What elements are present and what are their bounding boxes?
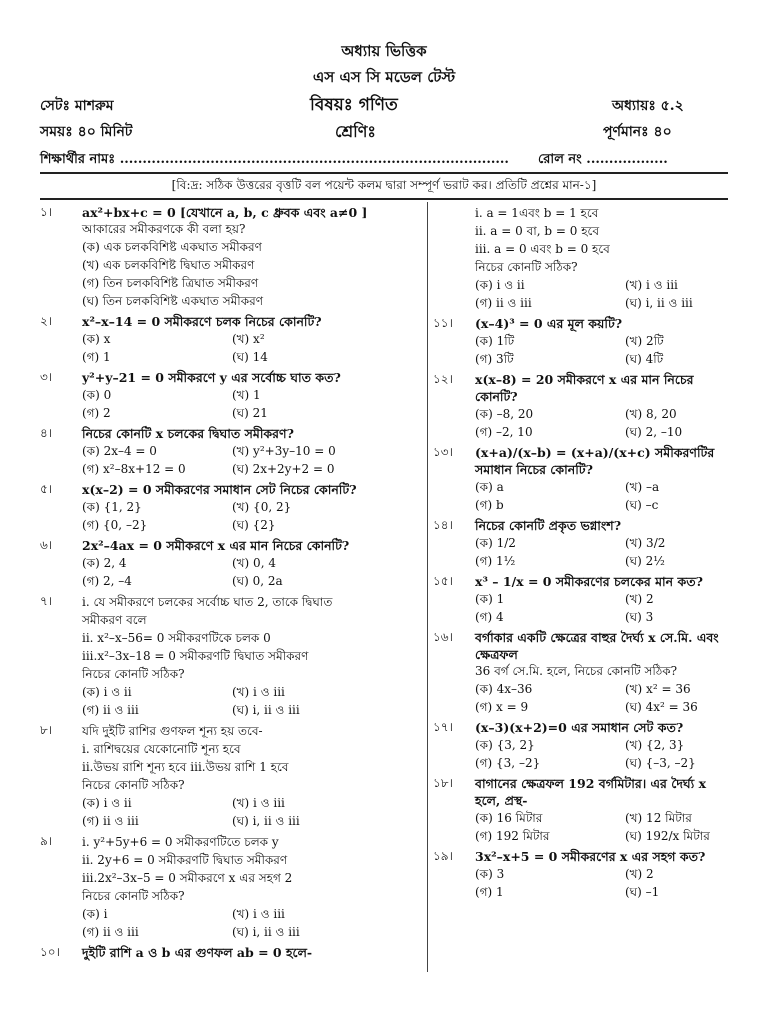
answer-option: (ঘ) 0, 2a [232,574,283,588]
question-stem: নিচের কোনটি x চলকের দ্বিঘাত সমীকরণ? [82,426,294,441]
answer-option: (ক) x [82,332,111,346]
answer-option: (ক) 16 মিটার [475,811,543,825]
answer-option: (ক) i [82,907,108,921]
question-body [82,593,422,719]
answer-option: (খ) i ও iii [232,685,285,699]
top-rule [40,172,728,174]
answer-option: (ঘ) 14 [232,350,268,364]
answer-option: (ঘ) 2x+2y+2 = 0 [232,462,335,476]
answer-option: (ক) 2, 4 [82,556,127,570]
statement-line: নিচের কোনটি সঠিক? [82,667,185,681]
question-body [475,517,733,570]
question-stem: (x–3)(x+2)=0 এর সমাধান সেট কত? [475,720,684,735]
question-body [475,204,733,312]
question-item [40,369,422,422]
answer-option: (গ) x²–8x+12 = 0 [82,462,186,476]
statement-line: নিচের কোনটি সঠিক? [475,260,578,274]
answer-option: (ঘ) i, ii ও iii [625,296,693,310]
question-stem: দুইটি রাশি a ও b এর গুণফল ab = 0 হলে- [82,945,313,960]
statement-line: i. রাশিদ্বয়ের যেকোনোটি শূন্য হবে [82,742,241,756]
answer-option: (খ) i ও iii [232,907,285,921]
answer-option: (ক) 1টি [475,334,515,348]
header-line-2: এস এস সি মডেল টেস্ট [312,68,456,86]
question-item [40,537,422,590]
question-item [40,593,422,719]
answer-option: (ক) i ও ii [82,685,132,699]
question-item [433,204,733,312]
statement-line: ii.উভয় রাশি শূন্য হবে iii.উভয় রাশি 1 হবে [82,760,289,774]
question-body [82,481,422,534]
question-stem: x(x–8) = 20 সমীকরণে x এর মান নিচের কোনটি? [475,372,694,404]
answer-option: (ক) 4x–36 [475,682,533,696]
answer-option: (ঘ) 2, –10 [625,425,683,439]
answer-option: (গ) 4 [475,610,504,624]
full-marks-label: পূর্ণমানঃ ৪০ [603,124,672,140]
statement-line: iii. a = 0 এবং b = 0 হবে [475,242,610,256]
statement-line: ii. x²–x–56= 0 সমীকরণটিকে চলক 0 [82,631,271,645]
answer-option: (ঘ) i, ii ও iii [232,814,300,828]
answer-option: (খ) {2, 3} [625,738,685,752]
answer-options [475,478,733,514]
statement-line: যদি দুইটি রাশির গুণফল শূন্য হয় তবে- [82,724,263,738]
answer-option: (খ) i ও iii [625,278,678,292]
right-column [433,204,733,904]
question-item [433,629,733,716]
set-label: সেটঃ মাশরুম [40,98,114,114]
question-number: ১৩। [433,445,453,459]
answer-option: (গ) b [475,498,504,512]
answer-option: (খ) y²+3y–10 = 0 [232,444,336,458]
answer-option: (খ) 2 [625,592,654,606]
answer-option: (গ) 3টি [475,352,514,366]
statement-line: i. a = 1এবং b = 1 হবে [475,206,599,220]
answer-option: (ক) a [475,480,504,494]
answer-option: (গ) {3, –2} [475,756,541,770]
question-number: ৫। [40,482,53,496]
answer-option: (গ) ii ও iii [475,296,532,310]
answer-option: (ঘ) 192/x মিটার [625,829,710,843]
answer-option: (ক) i ও ii [475,278,525,292]
answer-option: (ঘ) –c [625,498,659,512]
answer-option: (খ) 2টি [625,334,664,348]
question-body [82,722,422,830]
question-item [40,481,422,534]
question-number: ৬। [40,538,53,552]
subject-label: বিষয়ঃ গণিত [310,95,398,115]
statement-line: (খ) এক চলকবিশিষ্ট দ্বিঘাত সমীকরণ [82,258,255,272]
question-body [82,369,422,422]
answer-option: (ঘ) {2} [232,518,276,532]
answer-option: (ক) 1/2 [475,536,516,550]
question-number: ২। [40,314,53,328]
question-body [82,944,422,961]
answer-option: (খ) x² [232,332,265,346]
answer-option: (গ) ii ও iii [82,925,139,939]
answer-option: (গ) 1 [82,350,111,364]
question-body [475,444,733,514]
question-number: ৭। [40,594,53,608]
answer-options [82,905,422,941]
question-stem: নিচের কোনটি প্রকৃত ভগ্নাংশ? [475,518,622,533]
question-number: ১০। [40,945,60,959]
question-stem: x²–x–14 = 0 সমীকরণে চলক নিচের কোনটি? [82,314,322,329]
answer-option: (ক) –8, 20 [475,407,534,421]
statement-line: নিচের কোনটি সঠিক? [82,778,185,792]
question-number: ১৫। [433,574,453,588]
answer-options [82,683,422,719]
answer-options [82,330,422,366]
answer-option: (খ) 12 মিটার [625,811,692,825]
answer-option: (ক) i ও ii [82,796,132,810]
question-body [475,629,733,716]
answer-option: (গ) x = 9 [475,700,529,714]
answer-option: (গ) 1 [475,885,504,899]
answer-option: (ক) 2x–4 = 0 [82,444,157,458]
question-number: ৮। [40,723,53,737]
answer-options [475,680,733,716]
question-body [475,719,733,772]
question-stem: (x+a)/(x–b) = (x+a)/(x+c) সমীকরণটির সমাধান নিচের কোনটি? [475,445,715,477]
statement-line: ii. 2y+6 = 0 সমীকরণটি দ্বিঘাত সমীকরণ [82,853,288,867]
answer-options [82,498,422,534]
question-body [475,775,733,845]
statement-line: (ঘ) তিন চলকবিশিষ্ট একঘাত সমীকরণ [82,294,263,308]
answer-option: (ক) 1 [475,592,505,606]
answer-options [475,736,733,772]
question-item [433,444,733,514]
question-number: ৩। [40,370,53,384]
question-item [433,517,733,570]
question-item [433,573,733,626]
answer-option: (খ) 3/2 [625,536,666,550]
header-line-1: অধ্যায় ভিত্তিক [341,42,427,60]
answer-option: (ক) 3 [475,867,505,881]
answer-options [475,865,733,901]
answer-option: (গ) ii ও iii [82,814,139,828]
question-item [433,315,733,368]
statement-line: i. যে সমীকরণে চলকের সর্বোচ্চ ঘাত 2, তাকে দ্বিঘাত [82,595,333,609]
question-body [475,573,733,626]
answer-option: (গ) 192 মিটার [475,829,550,843]
question-body [475,315,733,368]
question-body [82,425,422,478]
question-number: ৪। [40,426,53,440]
question-number: ১৬। [433,630,453,644]
time-label: সময়ঃ ৪০ মিনিট [40,124,133,140]
question-number: ১৭। [433,720,453,734]
student-name-field: শিক্ষার্থীর নামঃ ...................................................................................... [40,152,509,167]
question-stem: ax²+bx+c = 0 [যেখানে a, b, c ধ্রুবক এবং a≠0 ] [82,205,368,220]
answer-option: (গ) {0, –2} [82,518,148,532]
answer-option: (ঘ) i, ii ও iii [232,703,300,717]
answer-option: (ঘ) 4x² = 36 [625,700,698,714]
question-stem: (x–4)³ = 0 এর মূল কয়টি? [475,316,623,331]
answer-option: (গ) –2, 10 [475,425,533,439]
statement-line: (ক) এক চলকবিশিষ্ট একঘাত সমীকরণ [82,240,262,254]
statement-line: iii.x²–3x–18 = 0 সমীকরণটি দ্বিঘাত সমীকরণ [82,649,309,663]
question-body [82,833,422,941]
column-divider [427,202,428,972]
question-stem: y²+y–21 = 0 সমীকরণে y এর সর্বোচ্চ ঘাত কত? [82,370,341,385]
statement-line: নিচের কোনটি সঠিক? [82,889,185,903]
answer-option: (গ) 2 [82,406,111,420]
answer-options [475,590,733,626]
answer-options [475,405,733,441]
answer-option: (ঘ) 3 [625,610,654,624]
statement-line: iii.2x²–3x–5 = 0 সমীকরণে x এর সহগ 2 [82,871,293,885]
question-item [433,848,733,901]
answer-option: (ঘ) 2½ [625,554,665,568]
question-stem: 3x²–x+5 = 0 সমীকরণের x এর সহগ কত? [475,849,706,864]
question-number: ১১। [433,316,453,330]
answer-option: (খ) 1 [232,388,261,402]
bottom-rule [40,198,728,200]
statement-line: (গ) তিন চলকবিশিষ্ট ত্রিঘাত সমীকরণ [82,276,259,290]
question-number: ১৪। [433,518,453,532]
question-stem: x³ – 1/x = 0 সমীকরণের চলকের মান কত? [475,574,703,589]
question-item [40,833,422,941]
answer-option: (ক) {1, 2} [82,500,142,514]
question-stem-cont: আকারের সমীকরণকে কী বলা হয়? [82,222,246,236]
answer-option: (খ) x² = 36 [625,682,691,696]
question-stem: বাগানের ক্ষেত্রফল 192 বর্গমিটার। এর দৈর্ঘ্য x হলে, প্রস্থ- [475,776,707,808]
answer-options [475,534,733,570]
question-stem-cont: 36 বর্গ সে.মি. হলে, নিচের কোনটি সঠিক? [475,664,678,678]
question-item [40,425,422,478]
answer-options [475,809,733,845]
answer-option: (ঘ) –1 [625,885,660,899]
left-column [40,204,422,964]
answer-option: (ক) {3, 2} [475,738,535,752]
statement-line: ii. a = 0 বা, b = 0 হবে [475,224,599,238]
answer-option: (গ) ii ও iii [82,703,139,717]
answer-options [82,794,422,830]
answer-option: (খ) 0, 4 [232,556,276,570]
question-stem: বর্গাকার একটি ক্ষেত্রের বাহুর দৈর্ঘ্য x সে.মি. এবং ক্ষেত্রফল [475,630,719,662]
answer-options [475,276,733,312]
answer-option: (খ) 8, 20 [625,407,677,421]
question-item [40,722,422,830]
answer-option: (ঘ) 4টি [625,352,664,366]
question-item [40,944,422,961]
answer-option: (গ) 1½ [475,554,516,568]
statement-line: i. y²+5y+6 = 0 সমীকরণটিতে চলক y [82,835,279,849]
answer-option: (ঘ) 21 [232,406,268,420]
answer-option: (খ) 2 [625,867,654,881]
question-body [82,204,422,310]
statement-line: সমীকরণ বলে [82,613,147,627]
question-number: ১৮। [433,776,453,790]
roll-number-field: রোল নং .................. [538,152,668,167]
answer-options [82,386,422,422]
question-item [433,719,733,772]
class-label: শ্রেণিঃ [335,122,376,141]
question-item [40,313,422,366]
question-body [82,537,422,590]
question-stem: 2x²–4ax = 0 সমীকরণে x এর মান নিচের কোনটি? [82,538,350,553]
question-body [82,313,422,366]
question-stem: x(x–2) = 0 সমীকরণের সমাধান সেট নিচের কোনটি? [82,482,357,497]
question-number: ৯। [40,834,53,848]
answer-option: (খ) i ও iii [232,796,285,810]
instruction-note: [বি:দ্র: সঠিক উত্তরের বৃত্তটি বল পয়েন্ট কলম দ্বারা সম্পূর্ণ ভরাট কর। প্রতিটি প্রশ্নের মান-১] [171,178,597,192]
question-number: ১৯। [433,849,453,863]
question-body [475,371,733,441]
answer-option: (ক) 0 [82,388,112,402]
question-number: ১২। [433,372,453,386]
answer-option: (খ) {0, 2} [232,500,292,514]
question-item [433,775,733,845]
answer-option: (ঘ) i, ii ও iii [232,925,300,939]
answer-option: (ঘ) {–3, –2} [625,756,696,770]
answer-options [82,554,422,590]
answer-option: (গ) 2, –4 [82,574,132,588]
answer-options [82,442,422,478]
answer-options [475,332,733,368]
question-body [475,848,733,901]
answer-option: (খ) –a [625,480,660,494]
question-number: ১। [40,205,53,219]
question-item [40,204,422,310]
question-item [433,371,733,441]
chapter-label: অধ্যায়ঃ ৫.২ [612,98,684,114]
